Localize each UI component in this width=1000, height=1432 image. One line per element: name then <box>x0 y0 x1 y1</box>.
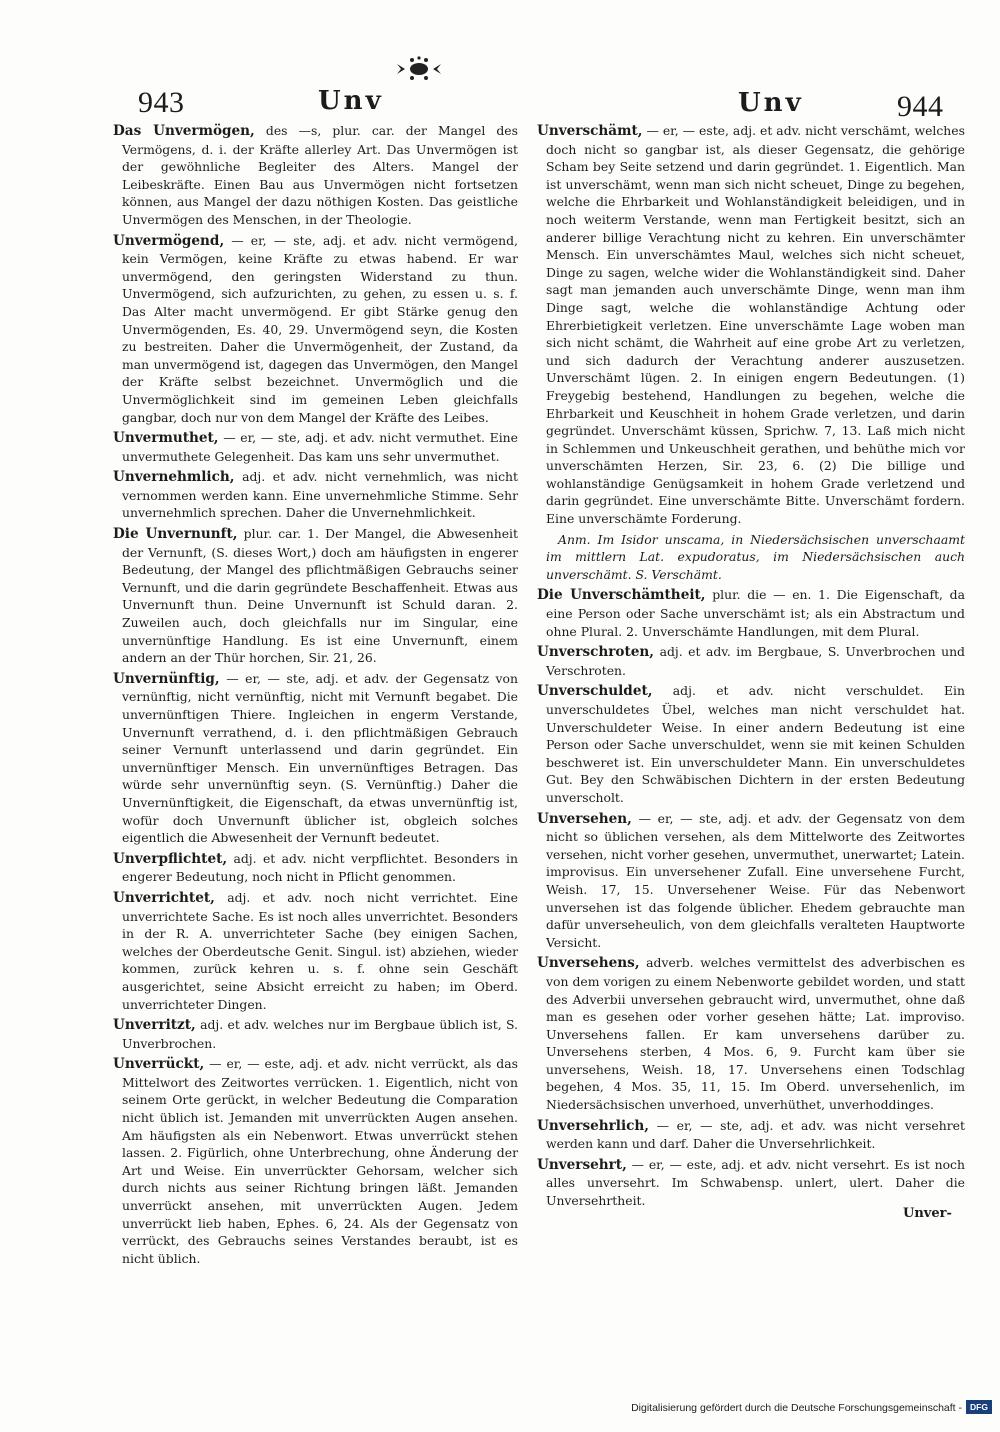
entry-text: adj. et adv. im Bergbaue, S. Unverbrochen und Verschroten. <box>546 644 965 678</box>
entry-text: — er, — este, adj. et adv. nicht verschämt, welches doch nicht so gangbar ist, als dieser Gegensatz, die gehörige Scham bey Seite setzend und darin gegründet. 1. Eigentlich. Man ist unverschämt, wenn man sich nicht scheuet, Dinge zu begehen, welche die Ehrbarkeit und Wohlanständigkeit beleidigen, und in noch weiterm Verstande, wenn man Fertigkeit besitzt, sich an anderer billige Verachtung nicht zu kehren. Ein unverschämter Mensch. Ein unverschämtes Maul, welches sich nicht scheuet, Dinge zu sagen, welche wider die Wohlanständigkeit sind. Daher sagt man jemanden auch unverschämte Dinge, wenn man ihm Dinge sagt, welche die wohlanständige Achtung oder Ehrerbietigkeit verletzen. Eine unverschämte Lage woben man sich nicht schämt, die Wahrheit auf eine grobe Art zu verletzen, und sich dadurch der Verachtung anderer auszusetzen. Unverschämt lügen. 2. In einigen engern Bedeutungen. (1) Freygebig bestehend, Handlungen zu begehen, welche die Ehrbarkeit und Keuschheit in hohem Grade verletzen, und darin gegründet. Unverschämt küssen, Sprichw. 7, 13. Laß mich nicht in Schlemmen und Unkeuschheit gerathen, und behüthe mich vor unverschämten Herzen, Sir. 23, 6. (2) Die billige und wohlanständige Genügsamkeit in hohem Grade verletzend und darin gegründet. Eine unverschämte Bitte. Unverschämt fordern. Eine unverschämte Forderung. <box>546 123 965 527</box>
dictionary-entry <box>113 1016 518 1052</box>
entry-text: adj. et adv. nicht vernehmlich, was nicht vernommen werden kann. Eine unvernehmliche Stimme. Sehr unvernehmlich sprechen. Daher die Unvernehmlichkeit. <box>122 469 518 521</box>
left-column <box>113 122 518 1270</box>
entry-headword: Unvernünftig, <box>113 670 220 687</box>
right-page-number: 944 <box>897 90 944 123</box>
entry-text: — er, — ste, adj. et adv. der Gegensatz von vernünftig, nicht vernünftig, nicht mit Vernunft begabet. Die unvernünftigen Thiere. Ingleichen in engerm Verstande, Unvernunft verrathend, d. i. den pflichtmäßigen Gebrauch seiner Vernunft unterlassend und darin gegründet. Ein unvernünftiger Mensch. Ein unvernünftiges Betragen. Das würde sehr unvernünftig seyn. (S. Vernünftig.) Daher die Unvernünftigkeit, die Eigenschaft, da etwas unvernünftig ist, wofür doch Unvernunft üblicher ist, obgleich solches eigentlich die Abwesenheit der Vernunft bedeutet. <box>122 670 518 846</box>
digitization-footer <box>0 1398 1000 1422</box>
right-catchword: Unv <box>738 88 804 118</box>
left-catchword: Unv <box>318 86 384 116</box>
entry-headword: Unverritzt, <box>113 1017 196 1034</box>
entry-text: — er, — este, adj. et adv. nicht versehrt. Es ist noch alles unversehrt. Im Schwabensp. unlert, ulert. Daher die Unversehrtheit. <box>546 1156 965 1209</box>
dictionary-entry <box>113 122 518 229</box>
dictionary-entry <box>113 1055 518 1267</box>
entry-headword: Unverrückt, <box>113 1056 205 1073</box>
entry-headword: Unversehrlich, <box>537 1117 650 1134</box>
entry-headword: Die Unvernunft, <box>113 526 238 543</box>
dictionary-entry <box>113 429 518 465</box>
dictionary-entry <box>537 122 965 528</box>
entry-headword: Unvermuthet, <box>113 430 219 447</box>
entry-text: Anm. Im Isidor unscama, in Niedersächsischen unverschaamt im mittlern Lat. expudoratus, im Niedersächsischen auch unverschämt. S. Verschämt. <box>546 531 965 582</box>
entry-text: adj. et adv. nicht verpflichtet. Besonders in engerer Bedeutung, noch nicht in Pflicht genommen. <box>122 850 518 885</box>
footer-credit: Digitalisierung gefördert durch die Deutsche Forschungsgemeinschaft - <box>631 1402 962 1414</box>
dictionary-entry <box>537 1156 965 1210</box>
entry-text: plur. die — en. 1. Die Eigenschaft, da eine Person oder Sache unverschämt ist; als ein Abstractum und ohne Plural. 2. Unverschämte Handlungen, mit dem Plural. <box>546 587 965 639</box>
entry-text: plur. car. 1. Der Mangel, die Abwesenheit der Vernunft, (S. dieses Wort,) doch am häufigsten in engerer Bedeutung, der Mangel des pflichtmäßigen Gebrauchs seiner Vernunft, und die darin gegründete Beschaffenheit. Etwas aus Unvernunft thun. Deine Unvernunft ist Schuld daran. 2. Zuweilen auch, doch gleichfalls nur im Singular, eine unvernünftige Handlung. Es ist eine Unvernunft, einem andern an der Thür horchen, Sir. 21, 26. <box>122 526 518 666</box>
entry-text: adverb. welches vermittelst des adverbischen es von dem vorigen zu einem Nebenworte gebildet worden, und statt des Adverbii unversehen gebraucht wird, unvermuthet, ohne daß man es gesehen oder vorher gesehen hätte; Lat. improviso. Unversehens fallen. Er kam unversehens darüber zu. Unversehens sterben, 4 Mos. 6, 9. Furcht kam über sie unversehens, Weish. 18, 17. Unversehens einen Todschlag begehen, 4 Mos. 35, 11, 15. Im Oberd. unversehenlich, im Niedersächsischen unverhoed, unverhüthet, unverhoddinges. <box>546 955 965 1113</box>
entry-text: adj. et adv. nicht verschuldet. Ein unverschuldetes Übel, welches man nicht verschuldet hat. Unverschuldeter Weise. In einer andern Bedeutung ist eine Person oder Sache unverschuldet, wenn sie mit keinen Schulden beschweret ist. Ein unverschuldeter Mann. Ein unverschuldetes Gut. Bey den Schwäbischen Dichtern in der ersten Bedeutung unverscholt. <box>546 683 965 805</box>
left-page-number: 943 <box>138 86 185 119</box>
entry-headword: Das Unvermögen, <box>113 123 255 139</box>
right-column <box>537 122 965 1213</box>
entry-text: — er, — ste, adj. et adv. was nicht versehret werden kann und darf. Daher die Unversehrlichkeit. <box>546 1117 965 1152</box>
dictionary-entry <box>113 525 518 667</box>
entry-text: adj. et adv. noch nicht verrichtet. Eine unverrichtete Sache. Es ist noch alles unverrichtet. Besonders in der R. A. unverrichteter Sache (bey einigen Sachen, welches der Oberdeutsche Genit. Singul. ist) abziehen, wieder kommen, zurück kehren u. s. f. ohne sein Geschäft ausgerichtet, seine Absicht erreicht zu haben; im Oberd. unverrichteter Dingen. <box>122 889 518 1012</box>
entry-text: — er, — ste, adj. et adv. nicht vermuthet. Eine unvermuthete Gelegenheit. Das kam uns sehr unvermuthet. <box>122 430 518 464</box>
entry-headword: Die Unverschämtheit, <box>537 587 706 604</box>
dictionary-entry <box>113 850 518 886</box>
dictionary-entry <box>537 643 965 679</box>
entry-headword: Unverpflichtet, <box>113 850 228 867</box>
dictionary-entry <box>537 586 965 640</box>
entry-headword: Unverschroten, <box>537 644 655 661</box>
dictionary-entry <box>113 670 518 847</box>
dictionary-entry <box>537 682 965 806</box>
dictionary-entry <box>537 954 965 1113</box>
entry-headword: Unverschuldet, <box>537 683 653 700</box>
entry-text: des —s, plur. car. der Mangel des Vermögens, d. i. der Kräfte allerley Art. Das Unvermögen ist der gewöhnliche Begleiter des Alters. Mangel der Leibeskräfte. Einen Bau aus Unvermögen nicht fortsetzen können, aus Mangel der dazu nöthigen Kosten. Das geistliche Unvermögen des Menschen, in der Theologie. <box>122 123 518 227</box>
entry-headword: Unverrichtet, <box>113 889 215 906</box>
entry-text: — er, — este, adj. et adv. nicht verrückt, als das Mittelwort des Zeitwortes verrücken. 1. Eigentlich, nicht von seinem Orte gerückt, in welcher Bedeutung die Comparation nicht üblich ist. Jemanden mit unverrückten Augen ansehen. Am häufigsten als ein Nebenwort. Etwas unverrückt stehen lassen. 2. Figürlich, ohne Unterbrechung, ohne Änderung der Art und Weise. Ein unverrückter Gehorsam, welcher sich durch nichts aus seiner Richtung bringen läßt. Jemanden unverrückt ansehen, mit unverrückten Augen. Jedem unverrückt lieb haben, Ephes. 6, 24. Als der Gegensatz von verrückt, des Gebrauchs seines Verstandes beraubt, ist es nicht üblich. <box>122 1056 518 1266</box>
entry-headword: Unverschämt, <box>537 123 643 139</box>
dictionary-entry <box>113 889 518 1013</box>
bottom-catchword: Unver- <box>903 1206 952 1221</box>
printer-ornament-icon <box>395 56 443 82</box>
dictionary-entry <box>113 468 518 522</box>
entry-headword: Unversehens, <box>537 955 640 972</box>
dictionary-entry <box>537 531 965 584</box>
entry-headword: Unversehen, <box>537 810 632 827</box>
entry-headword: Unversehrt, <box>537 1156 627 1173</box>
dictionary-entry <box>113 232 518 427</box>
page-header <box>0 70 1000 123</box>
entry-headword: Unvernehmlich, <box>113 469 235 486</box>
entry-headword: Unvermögend, <box>113 232 225 249</box>
dictionary-entry <box>537 1117 965 1153</box>
dictionary-entry <box>537 810 965 952</box>
entry-text: — er, — ste, adj. et adv. nicht vermögend, kein Vermögen, keine Kräfte zu etwas habend. Er war unvermögend, den geringsten Widerstand zu thun. Unvermögend, sich aufzurichten, zu gehen, zu essen u. s. f. Das Alter macht unvermögend. Er gibt Stärke genug den Unvermögenden, Es. 40, 29. Unvermögend seyn, die Kosten zu bestreiten. Daher die Unvermögenheit, der Zustand, da man unvermögend ist, dagegen das Unvermögen, den Mangel der Kräfte selbst bezeichnet. Unvermöglich und die Unvermöglichkeit sind im gemeinen Leben gleichfalls gangbar, doch nur von dem Mangel der Kräfte des Leibes. <box>122 232 518 425</box>
entry-text: — er, — ste, adj. et adv. der Gegensatz von dem nicht so üblichen versehen, als dem Mittelworte des Zeitwortes versehen, nicht vorher gesehen, unvermuthet, unerwartet; Latein. improvisus. Ein unversehener Zufall. Eine unversehene Furcht, Weish. 17, 15. Unversehener Weise. Für das Nebenwort unversehen ist das folgende üblicher. Ehedem gebrauchte man dafür unverseheulich, von dem gleichfalls veralteten Hauptworte Versicht. <box>546 810 965 950</box>
dfg-logo: DFG <box>966 1400 992 1414</box>
entry-text: adj. et adv. welches nur im Bergbaue üblich ist, S. Unverbrochen. <box>122 1017 518 1051</box>
